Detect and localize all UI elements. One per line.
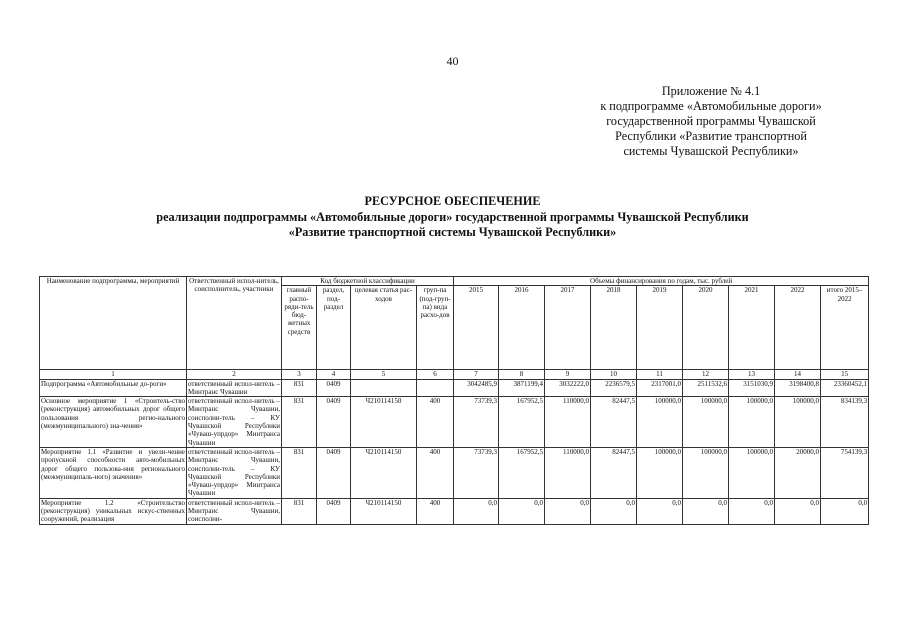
table-row <box>40 447 869 498</box>
header-grbs: главный распо-ряди-тель бюд-жетных средств <box>282 286 317 370</box>
appendix-line: системы Чувашской Республики» <box>623 144 799 158</box>
column-number: 4 <box>317 370 351 379</box>
row-group: 400 <box>417 397 454 448</box>
row-year-value: 82447,5 <box>591 447 637 498</box>
row-year-value: 20000,0 <box>775 447 821 498</box>
header-budget-code: Код бюджетной классификации <box>282 277 454 286</box>
header-name: Наименование подпрограммы, мероприятий <box>40 277 187 370</box>
row-year-value: 0,0 <box>729 498 775 524</box>
header-year: 2021 <box>729 286 775 370</box>
column-number: 1 <box>40 370 187 379</box>
row-grbs: 831 <box>282 397 317 448</box>
row-section: 0409 <box>317 498 351 524</box>
row-year-value: 0,0 <box>775 498 821 524</box>
row-year-value: 100000,0 <box>729 447 775 498</box>
row-year-value: 0,0 <box>545 498 591 524</box>
header-year: 2018 <box>591 286 637 370</box>
row-year-value: 0,0 <box>499 498 545 524</box>
column-number: 8 <box>499 370 545 379</box>
row-year-value: 100000,0 <box>683 397 729 448</box>
appendix-heading <box>560 84 862 159</box>
row-name: Мероприятие 1.1 «Развитие и увели-чение пропускной способности авто-мобильных дорог общего пользова-ния регионального (межмуниципаль-ного) значения» <box>40 447 187 498</box>
row-executor: ответственный испол-нитель – Минтранс Чувашии <box>188 379 280 396</box>
column-number: 13 <box>729 370 775 379</box>
column-number: 2 <box>187 370 282 379</box>
resource-table <box>39 276 869 525</box>
row-total: 23360452,1 <box>821 379 869 397</box>
row-name: Мероприятие 1.2 «Строительство (реконструкция) уникальных искус-ственных сооружений, реализация <box>41 498 185 524</box>
column-number: 11 <box>637 370 683 379</box>
row-year-value: 2236579,5 <box>591 379 637 397</box>
row-group: 400 <box>417 447 454 498</box>
row-section: 0409 <box>317 447 351 498</box>
row-name: Подпрограмма «Автомобильные до-роги» <box>40 379 187 397</box>
row-executor: ответственный испол-нитель – Минтранс Чувашии, соисполни-тель – КУ Чувашской Республики «Чуваш-упрдор» Минтранса Чувашии <box>188 447 280 498</box>
column-number: 6 <box>417 370 454 379</box>
appendix-line: к подпрограмме «Автомобильные дороги» <box>600 99 822 113</box>
appendix-line: Приложение № 4.1 <box>661 84 761 98</box>
column-number: 5 <box>351 370 417 379</box>
row-year-value: 0,0 <box>591 498 637 524</box>
row-year-value: 0,0 <box>683 498 729 524</box>
title-line-3: «Развитие транспортной системы Чувашской Республики» <box>288 225 617 239</box>
row-year-value: 82447,5 <box>591 397 637 448</box>
table-row <box>40 498 869 524</box>
header-year: 2016 <box>499 286 545 370</box>
row-year-value: 100000,0 <box>683 447 729 498</box>
row-year-value: 100000,0 <box>775 397 821 448</box>
row-year-value: 3032222,0 <box>545 379 591 397</box>
row-year-value: 110000,0 <box>545 447 591 498</box>
row-year-value: 3042485,9 <box>454 379 499 397</box>
row-year-value: 73739,3 <box>454 397 499 448</box>
document-title <box>0 194 905 241</box>
header-year: 2019 <box>637 286 683 370</box>
header-year: 2015 <box>454 286 499 370</box>
column-number-row <box>40 370 869 379</box>
row-year-value: 2511532,6 <box>683 379 729 397</box>
title-line-1: РЕСУРСНОЕ ОБЕСПЕЧЕНИЕ <box>364 194 541 208</box>
header-year: 2017 <box>545 286 591 370</box>
row-grbs: 831 <box>282 379 317 397</box>
row-group: 400 <box>417 498 454 524</box>
header-target: целевая статья рас-ходов <box>351 286 417 370</box>
page-number: 40 <box>446 54 459 68</box>
column-number: 9 <box>545 370 591 379</box>
row-target: Ч210114150 <box>351 447 417 498</box>
header-group: груп-па (под-груп-па) вида расхо-дов <box>417 286 454 370</box>
row-section: 0409 <box>317 379 351 397</box>
row-section: 0409 <box>317 397 351 448</box>
row-name: Основное мероприятие 1 «Строитель-ство (реконструкция) автомобильных дорог общего пользования регио-нального (межмуниципального) зна-чения» <box>40 397 187 448</box>
row-executor: ответственный испол-нитель – Минтранс Чувашии, соисполни-тель – КУ Чувашской Республики «Чуваш-упрдор» Минтранса Чувашии <box>188 397 280 447</box>
title-line-2: реализации подпрограммы «Автомобильные дороги» государственной программы Чувашской Республики <box>156 209 749 224</box>
row-executor: ответственный испол-нитель – Минтранс Чувашии, соисполни- <box>188 498 280 524</box>
row-year-value: 100000,0 <box>637 447 683 498</box>
header-year: 2020 <box>683 286 729 370</box>
row-year-value: 100000,0 <box>729 397 775 448</box>
row-year-value: 0,0 <box>454 498 499 524</box>
header-total: итого 2015–2022 <box>821 286 869 370</box>
column-number: 7 <box>454 370 499 379</box>
row-total: 0,0 <box>821 498 869 524</box>
row-year-value: 3871199,4 <box>499 379 545 397</box>
row-year-value: 100000,0 <box>637 397 683 448</box>
header-section: раздел, под-раздел <box>317 286 351 370</box>
row-group <box>417 379 454 397</box>
row-year-value: 167952,5 <box>499 447 545 498</box>
header-funding: Объемы финансирования по годам, тыс. рублей <box>454 277 869 286</box>
header-executor: Ответственный испол-нитель, соисполнитель, участники <box>187 277 282 370</box>
column-number: 10 <box>591 370 637 379</box>
row-total: 754139,3 <box>821 447 869 498</box>
column-number: 14 <box>775 370 821 379</box>
row-total: 834139,3 <box>821 397 869 448</box>
column-number: 12 <box>683 370 729 379</box>
table-row <box>40 379 869 397</box>
row-year-value: 0,0 <box>637 498 683 524</box>
row-year-value: 2317001,0 <box>637 379 683 397</box>
appendix-line: Республики «Развитие транспортной <box>615 129 807 143</box>
column-number: 3 <box>282 370 317 379</box>
header-year: 2022 <box>775 286 821 370</box>
table-row <box>40 397 869 448</box>
row-year-value: 167952,5 <box>499 397 545 448</box>
header-row <box>40 277 869 286</box>
row-year-value: 73739,3 <box>454 447 499 498</box>
appendix-line: государственной программы Чувашской <box>606 114 816 128</box>
row-grbs: 831 <box>282 498 317 524</box>
row-target <box>351 379 417 397</box>
row-target: Ч210114150 <box>351 397 417 448</box>
row-target: Ч210114150 <box>351 498 417 524</box>
column-number: 15 <box>821 370 869 379</box>
row-year-value: 3198400,8 <box>775 379 821 397</box>
row-year-value: 110000,0 <box>545 397 591 448</box>
row-year-value: 3151030,9 <box>729 379 775 397</box>
row-grbs: 831 <box>282 447 317 498</box>
